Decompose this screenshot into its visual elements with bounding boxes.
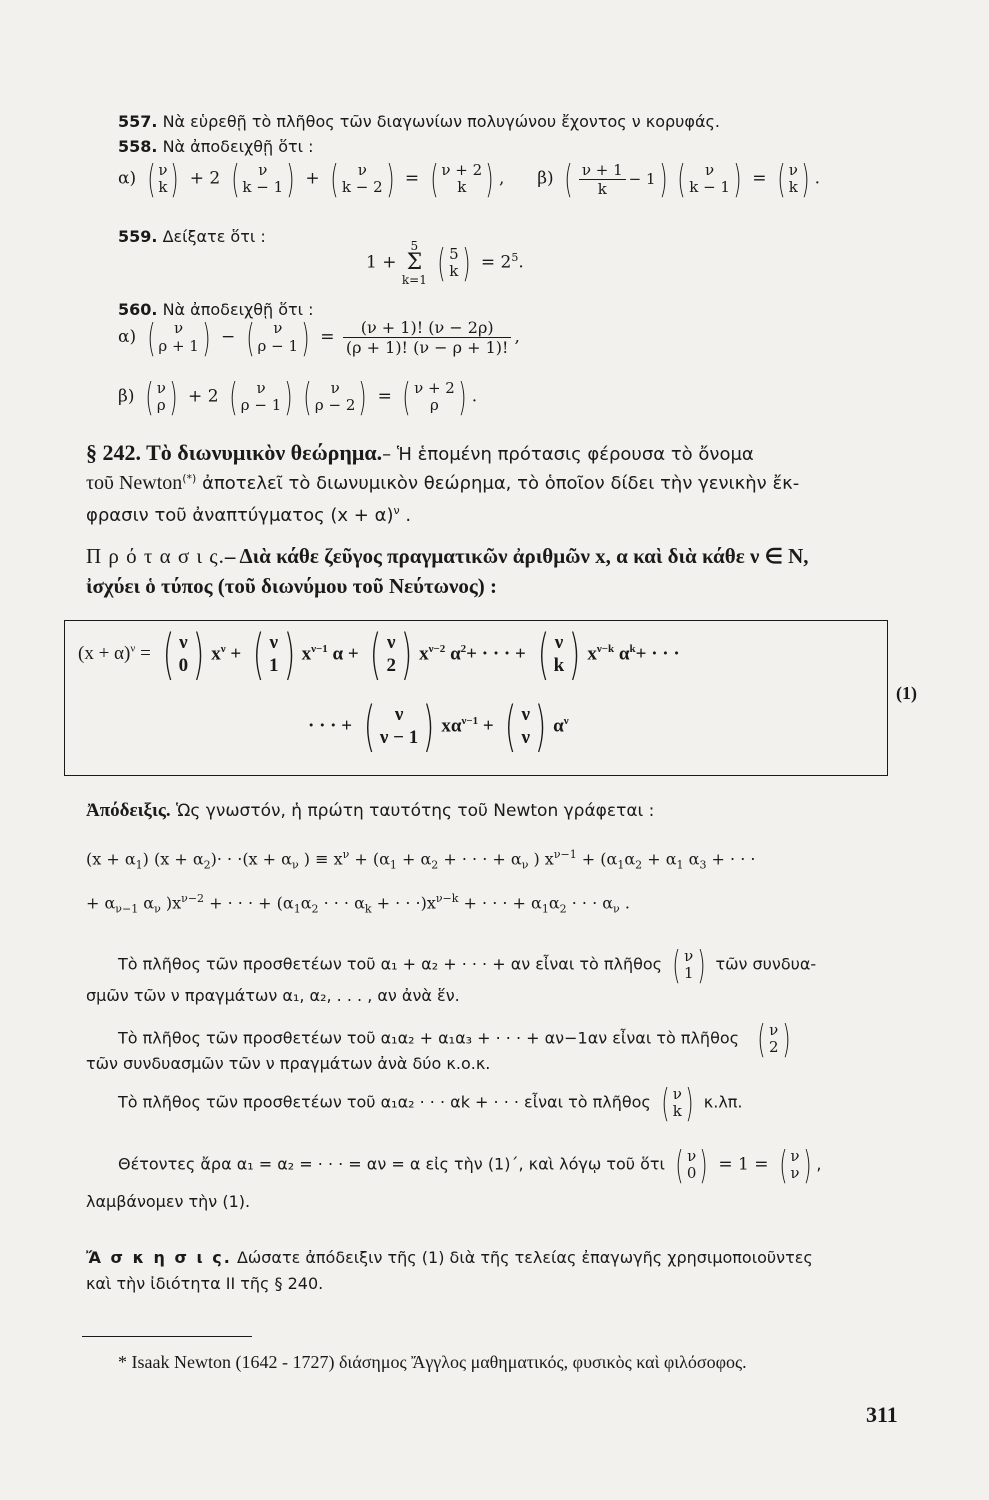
- proof-para2-line2: τῶν συνδυασμῶν τῶν ν πραγμάτων ἀνὰ δύο κ.ο.κ.: [86, 1054, 491, 1073]
- section-title: § 242. Τὸ διωνυμικὸν θεώρημα.: [86, 440, 383, 465]
- exercise-560-a: α) ( ν ρ + 1 ) − ( ν ρ − 1 ) = $\frac{(\nu + 1)! (\nu - 2\rho)}{(\rho + 1)! (\nu - \rho + 1)!}$ ,: [118, 315, 520, 360]
- proof-intro: Ἀπόδειξις. Ὡς γνωστόν, ἡ πρώτη ταυτότης τοῦ Newton γράφεται :: [86, 800, 655, 821]
- footnote: * Isaak Newton (1642 - 1727) διάσημος Ἄγγλος μαθηματικός, φυσικὸς καὶ φιλόσοφος.: [118, 1352, 747, 1372]
- exercise-557: 557. Νὰ εὑρεθῇ τὸ πλῆθος τῶν διαγωνίων πολυγώνου ἔχοντος ν κορυφάς.: [118, 112, 720, 131]
- section-242-line3: φρασιν τοῦ ἀναπτύγματος $(x + \alpha)^\nu$ .: [86, 504, 412, 526]
- footnote-rule: [82, 1336, 252, 1337]
- proposition-line1: Π ρ ό τ α σ ι ς.– Διὰ κάθε ζεῦγος πραγματικῶν ἀριθμῶν x, α καὶ διὰ κάθε ν ∈ N,: [86, 544, 809, 568]
- proof-para1-line1: Τὸ πλῆθος τῶν προσθετέων τοῦ α₁ + α₂ + · · · + αν εἶναι τὸ πλῆθος ( ν 1 ) τῶν συνδυα-: [118, 943, 817, 987]
- proposition-line2: ἰσχύει ὁ τύπος (τοῦ διωνύμου τοῦ Νεύτωνος) :: [86, 574, 498, 598]
- proof-para4-line2: λαμβάνομεν τὴν (1).: [86, 1192, 251, 1211]
- exercise-line1: Ἄ σ κ η σ ι ς. Δώσατε ἀπόδειξιν τῆς (1) διὰ τῆς τελείας ἐπαγωγῆς χρησιμοποιοῦντες: [86, 1248, 813, 1267]
- formula1-line1: $(x + \alpha)^\nu$ = ( ν 0 ) $x^\nu$ + ( ν 1 ) $x^{\nu-1}$ α + ( ν 2 ) $x^{\nu-2}$ $\alpha^2+$ · · · + ( ν k ) $x^{\nu-k}$ $\alpha^k+$ · · ·: [78, 623, 680, 686]
- exercise-558: 558. Νὰ ἀποδειχθῇ ὅτι :: [118, 137, 314, 156]
- exercise-560-b: β) ( ν ρ ) + 2 ( ν ρ − 1 ) ( ν ρ − 2 ) = ( ν + 2 ρ ) .: [118, 375, 478, 419]
- exercise-line2: καὶ τὴν ἰδιότητα II τῆς § 240.: [86, 1274, 324, 1293]
- exercise-558-formulas: α) ( ν k ) + 2 ( ν k − 1 ) + ( ν k − 2 ) = ( ν + 2 k ) , β) ( $\frac{\nu + 1}{k}$ − 1 ) ( ν k − 1 ) = ( ν k ) .: [118, 157, 821, 201]
- page-number: 311: [866, 1402, 898, 1427]
- proof-para4-line1: Θέτοντες ἄρα α₁ = α₂ = · · · = αν = α εἰς τὴν (1)΄, καὶ λόγῳ τοῦ ὅτι ( ν 0 ) = 1 = ( ν ν ) ,: [118, 1143, 822, 1187]
- formula1-tag: (1): [896, 683, 917, 703]
- exercise-560: 560. Νὰ ἀποδειχθῇ ὅτι :: [118, 300, 314, 319]
- section-242-line1: § 242. Τὸ διωνυμικὸν θεώρημα.– Ἡ ἑπομένη πρότασις φέρουσα τὸ ὄνομα: [86, 440, 754, 465]
- formula1-line2: · · · + ( ν ν − 1 ) $x\alpha^{\nu-1}$ + ( ν ν ) $\alpha^\nu$: [308, 695, 569, 758]
- newton-identity-line1: $(x + \alpha_1)$ $(x + \alpha_2)\cdot \cdot \cdot(x + \alpha_\nu$ ) ≡ $x^\nu + (\alpha_1 + \alpha_2$ + · · · + $\alpha_\nu$ ) $x^{\nu-1} + (\alpha_1\alpha_2 + \alpha_1$ $\alpha_3$ + · · ·: [86, 848, 756, 872]
- proof-para1-line2: σμῶν τῶν ν πραγμάτων α₁, α₂, . . . , αν ἀνὰ ἕν.: [86, 986, 460, 1005]
- exercise-559-formula: 1 + 5 Σ k=1 ( 5 k ) = $2^5$.: [366, 239, 524, 287]
- section-242-line2: τοῦ Newton(*) ἀποτελεῖ τὸ διωνυμικὸν θεώρημα, τὸ ὁποῖον δίδει τὴν γενικὴν ἔκ-: [86, 472, 800, 494]
- exercise-559: 559. Δείξατε ὅτι :: [118, 227, 266, 246]
- newton-identity-line2: + $\alpha_{\nu-1}$ $\alpha_\nu$ )$x^{\nu-2}$ + · · · + ($\alpha_1\alpha_2$ · · · $\alpha_k$ + · · $\cdot)x^{\nu-k}$ + · · · + $\alpha_1\alpha_2$ · · · $\alpha_\nu$ .: [86, 892, 630, 916]
- proof-para2-line1: Τὸ πλῆθος τῶν προσθετέων τοῦ α₁α₂ + α₁α₃ + · · · + αν−1αν εἶναι τὸ πλῆθος ( ν 2 ): [118, 1017, 791, 1061]
- proof-para3: Τὸ πλῆθος τῶν προσθετέων τοῦ α₁α₂ · · · αk + · · · εἶναι τὸ πλῆθος ( ν k ) κ.λπ.: [118, 1081, 743, 1125]
